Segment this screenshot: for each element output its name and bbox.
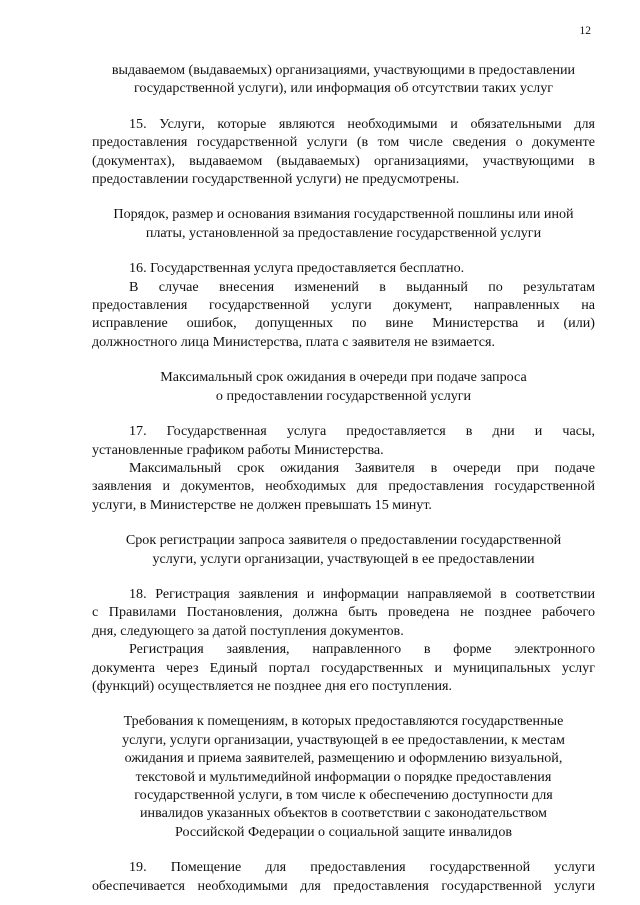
text-line: В случае внесения изменений в выданный по результатам: [129, 278, 595, 295]
text-line: 19. Помещение для предоставления государственной услуги: [129, 859, 595, 876]
section-heading-fee: [92, 205, 595, 242]
paragraph-18: [92, 585, 595, 695]
text-line: дня, следующего за датой поступления документов.: [92, 622, 404, 639]
paragraph-16: [92, 259, 595, 351]
text-line: исправление ошибок, допущенных по вине Министерства и (или): [92, 315, 595, 332]
section-heading-continuation: [92, 61, 595, 98]
paragraph-19: [92, 858, 595, 895]
heading-line: о предоставлении государственной услуги: [215, 387, 472, 404]
paragraph-17: [92, 422, 595, 514]
heading-line: государственной услуги, в том числе к обеспечению доступности для: [134, 787, 553, 803]
text-line: 17. Государственная услуга предоставляется в дни и часы,: [129, 423, 595, 440]
heading-line: текстовой и мультимедийной информации о порядке предоставления: [135, 768, 552, 785]
text-line: Максимальный срок ожидания Заявителя в очереди при подаче: [129, 459, 595, 476]
text-line: услуги, в Министерстве не должен превышать 15 минут.: [92, 496, 432, 513]
text-line: предоставления государственной услуги (в том числе сведения о документе: [92, 134, 595, 151]
heading-line: Срок регистрации запроса заявителя о предоставлении государственной: [125, 532, 562, 549]
heading-line: инвалидов указанных объектов в соответствии с законодательством: [140, 805, 547, 822]
text-line: (функций) осуществляется не позднее дня его поступления.: [92, 677, 453, 694]
text-line: государственной услуги), или информация об отсутствии таких услуг: [133, 80, 554, 97]
text-line: обеспечивается необходимыми для предоставления государственной услуги: [92, 877, 595, 894]
heading-line: Порядок, размер и основания взимания государственной пошлины или иной: [113, 206, 574, 223]
heading-line: ожидания и приема заявителей, размещению и оформлению визуальной,: [124, 750, 563, 767]
text-line: Регистрация заявления, направленного в форме электронного: [129, 641, 595, 658]
page-number: 12: [579, 25, 591, 37]
text-line: 18. Регистрация заявления и информации направляемой в соответствии: [129, 585, 595, 602]
text-line: (документах), выдаваемом (выдаваемых) организациями, участвующими в: [92, 152, 595, 169]
section-heading-registration: [92, 531, 595, 568]
heading-line: платы, установленной за предоставление государственной услуги: [145, 224, 542, 241]
text-line: предоставлении государственной услуги) не предусмотрены.: [92, 171, 460, 188]
text-line: выдаваемом (выдаваемых) организациями, участвующими в предоставлении: [111, 62, 576, 78]
paragraph-15: [92, 115, 595, 189]
heading-line: Российской Федерации о социальной защите инвалидов: [174, 823, 513, 840]
text-line: заявления и документов, необходимых для предоставления государственной: [92, 478, 595, 495]
text-line: 15. Услуги, которые являются необходимыми и обязательными для: [129, 115, 595, 132]
section-heading-waiting: [92, 368, 595, 405]
heading-line: услуги, услуги организации, участвующей в ее предоставлении, к местам: [122, 731, 565, 748]
heading-line: Максимальный срок ожидания в очереди при подаче запроса: [160, 369, 527, 386]
text-line: должностного лица Министерства, плата с заявителя не взимается.: [92, 333, 496, 350]
section-heading-premises: [92, 712, 595, 841]
text-line: с Правилами Постановления, должна быть проведена не позднее рабочего: [92, 604, 595, 621]
text-line: документа через Единый портал государственных и муниципальных услуг: [92, 659, 595, 676]
heading-line: Требования к помещениям, в которых предоставляются государственные: [123, 713, 564, 730]
text-line: 16. Государственная услуга предоставляется бесплатно.: [129, 260, 465, 277]
heading-line: услуги, услуги организации, участвующей в ее предоставлении: [152, 550, 535, 567]
text-line: установленные графиком работы Министерства.: [92, 441, 384, 458]
document-body: [92, 61, 595, 895]
text-line: предоставления государственной услуги документ, направленных на: [92, 297, 595, 314]
